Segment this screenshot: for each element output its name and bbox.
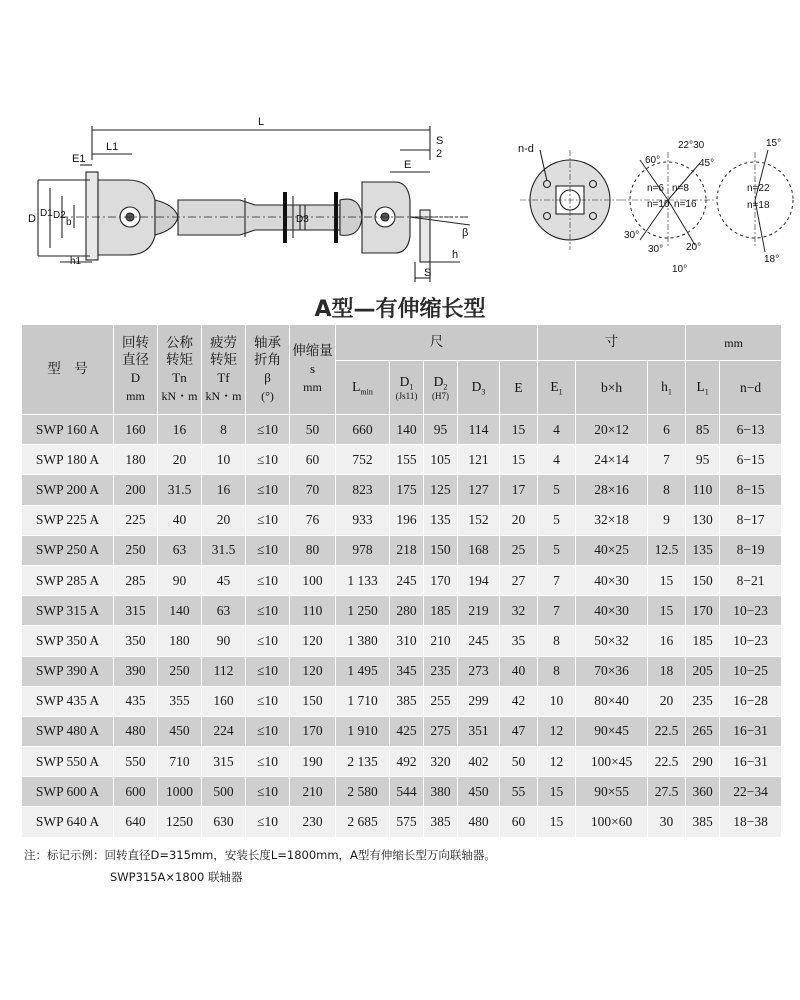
cell-nd: 10−23 bbox=[720, 596, 782, 626]
cell-bearing-angle: ≤10 bbox=[246, 686, 290, 716]
cell-bearing-angle: ≤10 bbox=[246, 535, 290, 565]
dim-beta-label: β bbox=[462, 227, 469, 239]
table-row bbox=[22, 656, 782, 686]
table-row bbox=[22, 747, 782, 777]
cell-e: 15 bbox=[500, 445, 538, 475]
cell-rotation-diameter: 285 bbox=[114, 565, 158, 595]
cell-h1: 15 bbox=[648, 565, 686, 595]
cell-rotation-diameter: 350 bbox=[114, 626, 158, 656]
cell-telescoping: 76 bbox=[290, 505, 336, 535]
cell-telescoping: 150 bbox=[290, 686, 336, 716]
cell-telescoping: 100 bbox=[290, 565, 336, 595]
cell-e1: 12 bbox=[538, 747, 576, 777]
table-row bbox=[22, 686, 782, 716]
cell-d2: 95 bbox=[424, 415, 458, 445]
cell-d1: 310 bbox=[390, 626, 424, 656]
header-e1: $E_1$ bbox=[538, 361, 576, 415]
table-row bbox=[22, 716, 782, 746]
cell-nominal-torque: 1250 bbox=[158, 807, 202, 837]
cell-nd: 22−34 bbox=[720, 777, 782, 807]
cell-bxh: 40×25 bbox=[576, 535, 648, 565]
cell-telescoping: 210 bbox=[290, 777, 336, 807]
cell-nd: 6−13 bbox=[720, 415, 782, 445]
cell-bxh: 32×18 bbox=[576, 505, 648, 535]
cell-d2: 385 bbox=[424, 807, 458, 837]
cell-nominal-torque: 140 bbox=[158, 596, 202, 626]
cell-model: SWP 550 A bbox=[22, 747, 114, 777]
coupling-drawing bbox=[0, 0, 800, 290]
cell-bxh: 40×30 bbox=[576, 565, 648, 595]
cell-telescoping: 50 bbox=[290, 415, 336, 445]
table-row bbox=[22, 445, 782, 475]
cell-nd: 10−25 bbox=[720, 656, 782, 686]
cell-nominal-torque: 250 bbox=[158, 656, 202, 686]
cell-d1: 280 bbox=[390, 596, 424, 626]
cell-lmin: 1 495 bbox=[336, 656, 390, 686]
cell-telescoping: 170 bbox=[290, 716, 336, 746]
cell-d3: 127 bbox=[458, 475, 500, 505]
cell-d2: 135 bbox=[424, 505, 458, 535]
cell-d2: 150 bbox=[424, 535, 458, 565]
cell-h1: 18 bbox=[648, 656, 686, 686]
cell-bxh: 50×32 bbox=[576, 626, 648, 656]
cell-h1: 16 bbox=[648, 626, 686, 656]
cell-nd: 8−19 bbox=[720, 535, 782, 565]
cell-bearing-angle: ≤10 bbox=[246, 807, 290, 837]
cell-rotation-diameter: 160 bbox=[114, 415, 158, 445]
cell-rotation-diameter: 250 bbox=[114, 535, 158, 565]
cell-d1: 425 bbox=[390, 716, 424, 746]
cell-nd: 18−38 bbox=[720, 807, 782, 837]
cell-bxh: 20×12 bbox=[576, 415, 648, 445]
page-title: A型—有伸缩长型 bbox=[314, 297, 486, 322]
cell-rotation-diameter: 315 bbox=[114, 596, 158, 626]
cell-e1: 15 bbox=[538, 807, 576, 837]
cell-model: SWP 250 A bbox=[22, 535, 114, 565]
table-row bbox=[22, 415, 782, 445]
cell-d3: 273 bbox=[458, 656, 500, 686]
cell-d2: 210 bbox=[424, 626, 458, 656]
cell-lmin: 660 bbox=[336, 415, 390, 445]
dim-E-label: E bbox=[404, 159, 412, 171]
cell-d1: 140 bbox=[390, 415, 424, 445]
cell-nd: 16−28 bbox=[720, 686, 782, 716]
cell-e: 27 bbox=[500, 565, 538, 595]
cell-nd: 8−17 bbox=[720, 505, 782, 535]
cell-rotation-diameter: 550 bbox=[114, 747, 158, 777]
cell-d1: 544 bbox=[390, 777, 424, 807]
cell-bxh: 100×45 bbox=[576, 747, 648, 777]
cell-l1: 205 bbox=[686, 656, 720, 686]
note-example: 注：标记示例：回转直径D=315mm，安装长度L=1800mm，A型有伸缩长型万向联轴器。 bbox=[24, 848, 496, 862]
table-row bbox=[22, 565, 782, 595]
cell-l1: 150 bbox=[686, 565, 720, 595]
cell-lmin: 1 710 bbox=[336, 686, 390, 716]
cell-d1: 492 bbox=[390, 747, 424, 777]
cell-nd: 8−15 bbox=[720, 475, 782, 505]
cell-model: SWP 480 A bbox=[22, 716, 114, 746]
dim-D1-label: D1 bbox=[40, 208, 53, 219]
header-nd: n−d bbox=[720, 361, 782, 415]
cell-e: 25 bbox=[500, 535, 538, 565]
table-row bbox=[22, 475, 782, 505]
cell-h1: 22.5 bbox=[648, 716, 686, 746]
n16-label: n=16 bbox=[674, 199, 697, 210]
n10-label: n=10 bbox=[647, 199, 670, 210]
cell-model: SWP 600 A bbox=[22, 777, 114, 807]
table-row bbox=[22, 777, 782, 807]
note-designation: SWP315A×1800 联轴器 bbox=[110, 870, 243, 884]
cell-l1: 265 bbox=[686, 716, 720, 746]
cell-l1: 360 bbox=[686, 777, 720, 807]
cell-fatigue-torque: 112 bbox=[202, 656, 246, 686]
cell-nd: 16−31 bbox=[720, 716, 782, 746]
cell-h1: 20 bbox=[648, 686, 686, 716]
dim-L1-label: L1 bbox=[106, 141, 119, 153]
cell-rotation-diameter: 640 bbox=[114, 807, 158, 837]
cell-nominal-torque: 355 bbox=[158, 686, 202, 716]
cell-l1: 130 bbox=[686, 505, 720, 535]
cell-nd: 16−31 bbox=[720, 747, 782, 777]
cell-nominal-torque: 40 bbox=[158, 505, 202, 535]
cell-fatigue-torque: 160 bbox=[202, 686, 246, 716]
cell-e: 60 bbox=[500, 807, 538, 837]
table-row bbox=[22, 596, 782, 626]
cell-d3: 114 bbox=[458, 415, 500, 445]
cell-e1: 4 bbox=[538, 415, 576, 445]
cell-d2: 125 bbox=[424, 475, 458, 505]
cell-bearing-angle: ≤10 bbox=[246, 565, 290, 595]
cell-h1: 27.5 bbox=[648, 777, 686, 807]
header-e: E bbox=[500, 361, 538, 415]
cell-d2: 255 bbox=[424, 686, 458, 716]
cell-bearing-angle: ≤10 bbox=[246, 596, 290, 626]
cell-d2: 235 bbox=[424, 656, 458, 686]
cell-e1: 8 bbox=[538, 656, 576, 686]
cell-model: SWP 160 A bbox=[22, 415, 114, 445]
cell-rotation-diameter: 180 bbox=[114, 445, 158, 475]
cell-h1: 8 bbox=[648, 475, 686, 505]
cell-model: SWP 350 A bbox=[22, 626, 114, 656]
cell-fatigue-torque: 31.5 bbox=[202, 535, 246, 565]
n22-label: n=22 bbox=[747, 183, 770, 194]
cell-e: 55 bbox=[500, 777, 538, 807]
cell-bxh: 70×36 bbox=[576, 656, 648, 686]
dim-D-label: D bbox=[28, 213, 36, 225]
cell-bearing-angle: ≤10 bbox=[246, 656, 290, 686]
cell-d3: 219 bbox=[458, 596, 500, 626]
cell-lmin: 933 bbox=[336, 505, 390, 535]
cell-fatigue-torque: 630 bbox=[202, 807, 246, 837]
cell-fatigue-torque: 16 bbox=[202, 475, 246, 505]
cell-e: 20 bbox=[500, 505, 538, 535]
table-row bbox=[22, 807, 782, 837]
cell-telescoping: 80 bbox=[290, 535, 336, 565]
cell-bxh: 90×45 bbox=[576, 716, 648, 746]
angle-45-label: 45° bbox=[699, 158, 715, 169]
cell-d3: 194 bbox=[458, 565, 500, 595]
cell-lmin: 1 133 bbox=[336, 565, 390, 595]
angle-15-label: 15° bbox=[766, 138, 782, 149]
cell-d2: 380 bbox=[424, 777, 458, 807]
cell-e1: 5 bbox=[538, 505, 576, 535]
cell-d1: 196 bbox=[390, 505, 424, 535]
cell-fatigue-torque: 224 bbox=[202, 716, 246, 746]
cell-rotation-diameter: 600 bbox=[114, 777, 158, 807]
cell-nd: 8−21 bbox=[720, 565, 782, 595]
cell-rotation-diameter: 480 bbox=[114, 716, 158, 746]
cell-bearing-angle: ≤10 bbox=[246, 626, 290, 656]
dim-D2-label: D2 bbox=[53, 210, 66, 221]
angle-30-b-label: 30° bbox=[648, 244, 664, 255]
cell-e1: 8 bbox=[538, 626, 576, 656]
cell-nominal-torque: 31.5 bbox=[158, 475, 202, 505]
cell-e: 32 bbox=[500, 596, 538, 626]
cell-telescoping: 60 bbox=[290, 445, 336, 475]
flange-front-view bbox=[520, 150, 620, 250]
cell-bearing-angle: ≤10 bbox=[246, 505, 290, 535]
cell-telescoping: 110 bbox=[290, 596, 336, 626]
header-d1: $D_1$ (Js11) bbox=[390, 361, 424, 415]
cell-telescoping: 120 bbox=[290, 626, 336, 656]
cell-nominal-torque: 710 bbox=[158, 747, 202, 777]
angle-18-label: 18° bbox=[764, 254, 780, 265]
cell-h1: 9 bbox=[648, 505, 686, 535]
cell-d1: 155 bbox=[390, 445, 424, 475]
cell-l1: 185 bbox=[686, 626, 720, 656]
cell-model: SWP 180 A bbox=[22, 445, 114, 475]
cell-d3: 351 bbox=[458, 716, 500, 746]
cell-l1: 290 bbox=[686, 747, 720, 777]
header-l1: $L_1$ bbox=[686, 361, 720, 415]
dim-h-label: h bbox=[452, 249, 459, 261]
cell-bearing-angle: ≤10 bbox=[246, 747, 290, 777]
cell-l1: 110 bbox=[686, 475, 720, 505]
cell-model: SWP 640 A bbox=[22, 807, 114, 837]
angle-30-a-label: 30° bbox=[624, 230, 640, 241]
cell-e: 42 bbox=[500, 686, 538, 716]
cell-lmin: 978 bbox=[336, 535, 390, 565]
cell-e1: 7 bbox=[538, 596, 576, 626]
cell-d3: 245 bbox=[458, 626, 500, 656]
dim-S-half-label: S bbox=[436, 135, 444, 147]
cell-lmin: 1 250 bbox=[336, 596, 390, 626]
cell-d2: 105 bbox=[424, 445, 458, 475]
cell-l1: 85 bbox=[686, 415, 720, 445]
cell-l1: 135 bbox=[686, 535, 720, 565]
cell-d3: 480 bbox=[458, 807, 500, 837]
cell-bearing-angle: ≤10 bbox=[246, 445, 290, 475]
n18-label: n=18 bbox=[747, 200, 770, 211]
n6-label: n=6 bbox=[647, 183, 664, 194]
cell-bearing-angle: ≤10 bbox=[246, 777, 290, 807]
cell-e1: 5 bbox=[538, 535, 576, 565]
header-d3: $D_3$ bbox=[458, 361, 500, 415]
dim-D3-label: D3 bbox=[296, 214, 309, 225]
cell-d1: 218 bbox=[390, 535, 424, 565]
cell-fatigue-torque: 315 bbox=[202, 747, 246, 777]
dim-b-label: b bbox=[66, 217, 72, 228]
cell-e: 17 bbox=[500, 475, 538, 505]
cell-l1: 385 bbox=[686, 807, 720, 837]
cell-e1: 5 bbox=[538, 475, 576, 505]
cell-telescoping: 230 bbox=[290, 807, 336, 837]
cell-model: SWP 435 A bbox=[22, 686, 114, 716]
header-model: 型 号 bbox=[22, 325, 114, 415]
cell-d2: 320 bbox=[424, 747, 458, 777]
cell-rotation-diameter: 390 bbox=[114, 656, 158, 686]
cell-e: 50 bbox=[500, 747, 538, 777]
header-bearing-angle: 轴承 折角 β (°) bbox=[246, 325, 290, 415]
cell-h1: 30 bbox=[648, 807, 686, 837]
cell-rotation-diameter: 435 bbox=[114, 686, 158, 716]
cell-bxh: 90×55 bbox=[576, 777, 648, 807]
cell-d3: 121 bbox=[458, 445, 500, 475]
dim-L-label: L bbox=[258, 116, 265, 128]
cell-h1: 15 bbox=[648, 596, 686, 626]
cell-bxh: 24×14 bbox=[576, 445, 648, 475]
cell-e1: 15 bbox=[538, 777, 576, 807]
cell-fatigue-torque: 45 bbox=[202, 565, 246, 595]
cell-d3: 402 bbox=[458, 747, 500, 777]
cell-bearing-angle: ≤10 bbox=[246, 716, 290, 746]
cell-d2: 170 bbox=[424, 565, 458, 595]
header-dimensions: 尺 bbox=[336, 325, 538, 361]
cell-model: SWP 390 A bbox=[22, 656, 114, 686]
cell-lmin: 2 580 bbox=[336, 777, 390, 807]
dim-E1-label: E1 bbox=[72, 153, 86, 165]
dim-h1-label: h1 bbox=[70, 256, 82, 267]
cell-lmin: 823 bbox=[336, 475, 390, 505]
cell-lmin: 1 380 bbox=[336, 626, 390, 656]
cell-bxh: 100×60 bbox=[576, 807, 648, 837]
flange-nd-label: n-d bbox=[518, 143, 534, 155]
cell-e1: 12 bbox=[538, 716, 576, 746]
cell-rotation-diameter: 200 bbox=[114, 475, 158, 505]
dim-S-label: S bbox=[424, 267, 432, 279]
cell-d3: 152 bbox=[458, 505, 500, 535]
cell-nominal-torque: 180 bbox=[158, 626, 202, 656]
cell-h1: 6 bbox=[648, 415, 686, 445]
table-row bbox=[22, 535, 782, 565]
cell-fatigue-torque: 20 bbox=[202, 505, 246, 535]
n8-label: n=8 bbox=[672, 183, 689, 194]
cell-lmin: 2 135 bbox=[336, 747, 390, 777]
cell-telescoping: 190 bbox=[290, 747, 336, 777]
cell-e: 40 bbox=[500, 656, 538, 686]
right-flange bbox=[420, 210, 430, 262]
cell-e: 35 bbox=[500, 626, 538, 656]
cell-telescoping: 120 bbox=[290, 656, 336, 686]
cell-lmin: 1 910 bbox=[336, 716, 390, 746]
cell-rotation-diameter: 225 bbox=[114, 505, 158, 535]
cell-nominal-torque: 450 bbox=[158, 716, 202, 746]
cell-d3: 450 bbox=[458, 777, 500, 807]
cell-fatigue-torque: 500 bbox=[202, 777, 246, 807]
cell-fatigue-torque: 8 bbox=[202, 415, 246, 445]
cell-d1: 345 bbox=[390, 656, 424, 686]
cell-e: 15 bbox=[500, 415, 538, 445]
cell-nominal-torque: 63 bbox=[158, 535, 202, 565]
cell-model: SWP 285 A bbox=[22, 565, 114, 595]
cell-h1: 12.5 bbox=[648, 535, 686, 565]
cell-bxh: 28×16 bbox=[576, 475, 648, 505]
cell-lmin: 752 bbox=[336, 445, 390, 475]
cell-telescoping: 70 bbox=[290, 475, 336, 505]
cell-e1: 10 bbox=[538, 686, 576, 716]
cell-d1: 175 bbox=[390, 475, 424, 505]
cell-d3: 168 bbox=[458, 535, 500, 565]
cell-model: SWP 315 A bbox=[22, 596, 114, 626]
header-telescoping: 伸缩量 s mm bbox=[290, 325, 336, 415]
angle-22-30-label: 22°30 bbox=[678, 140, 705, 151]
cell-nominal-torque: 20 bbox=[158, 445, 202, 475]
cell-nominal-torque: 90 bbox=[158, 565, 202, 595]
cell-d2: 185 bbox=[424, 596, 458, 626]
header-lmin: $L_{min}$ bbox=[336, 361, 390, 415]
cell-d1: 245 bbox=[390, 565, 424, 595]
cell-d1: 575 bbox=[390, 807, 424, 837]
shaft-tube bbox=[178, 200, 340, 235]
spec-table-body bbox=[22, 415, 782, 838]
cell-model: SWP 225 A bbox=[22, 505, 114, 535]
cell-lmin: 2 685 bbox=[336, 807, 390, 837]
cell-e: 47 bbox=[500, 716, 538, 746]
cell-e1: 4 bbox=[538, 445, 576, 475]
cell-d1: 385 bbox=[390, 686, 424, 716]
cell-nd: 10−23 bbox=[720, 626, 782, 656]
cell-fatigue-torque: 90 bbox=[202, 626, 246, 656]
cell-l1: 95 bbox=[686, 445, 720, 475]
header-dimensions-mid: 寸 bbox=[538, 325, 686, 361]
header-d2: $D_2$ (H7) bbox=[424, 361, 458, 415]
cell-l1: 235 bbox=[686, 686, 720, 716]
cell-e1: 7 bbox=[538, 565, 576, 595]
angle-60-label: 60° bbox=[645, 155, 661, 166]
cell-bxh: 40×30 bbox=[576, 596, 648, 626]
header-fatigue-torque: 疲劳 转矩 Tf kN・m bbox=[202, 325, 246, 415]
cell-l1: 170 bbox=[686, 596, 720, 626]
angle-20-label: 20° bbox=[686, 242, 702, 253]
header-h1: $h_1$ bbox=[648, 361, 686, 415]
dim-S-half-denominator: 2 bbox=[436, 148, 443, 160]
header-nominal-torque: 公称 转矩 Tn kN・m bbox=[158, 325, 202, 415]
cell-fatigue-torque: 10 bbox=[202, 445, 246, 475]
cell-bxh: 80×40 bbox=[576, 686, 648, 716]
cell-nominal-torque: 1000 bbox=[158, 777, 202, 807]
table-row bbox=[22, 505, 782, 535]
angle-10-label: 10° bbox=[672, 264, 688, 275]
cell-h1: 22.5 bbox=[648, 747, 686, 777]
spec-table bbox=[21, 324, 782, 838]
cell-model: SWP 200 A bbox=[22, 475, 114, 505]
left-flange bbox=[86, 172, 98, 260]
cell-nd: 6−15 bbox=[720, 445, 782, 475]
header-dimensions-unit: mm bbox=[686, 325, 782, 361]
cell-fatigue-torque: 63 bbox=[202, 596, 246, 626]
header-bxh: b×h bbox=[576, 361, 648, 415]
header-rotation-diameter: 回转 直径 D mm bbox=[114, 325, 158, 415]
cell-bearing-angle: ≤10 bbox=[246, 415, 290, 445]
cell-h1: 7 bbox=[648, 445, 686, 475]
cell-nominal-torque: 16 bbox=[158, 415, 202, 445]
table-row bbox=[22, 626, 782, 656]
cell-d2: 275 bbox=[424, 716, 458, 746]
cell-bearing-angle: ≤10 bbox=[246, 475, 290, 505]
cell-d3: 299 bbox=[458, 686, 500, 716]
